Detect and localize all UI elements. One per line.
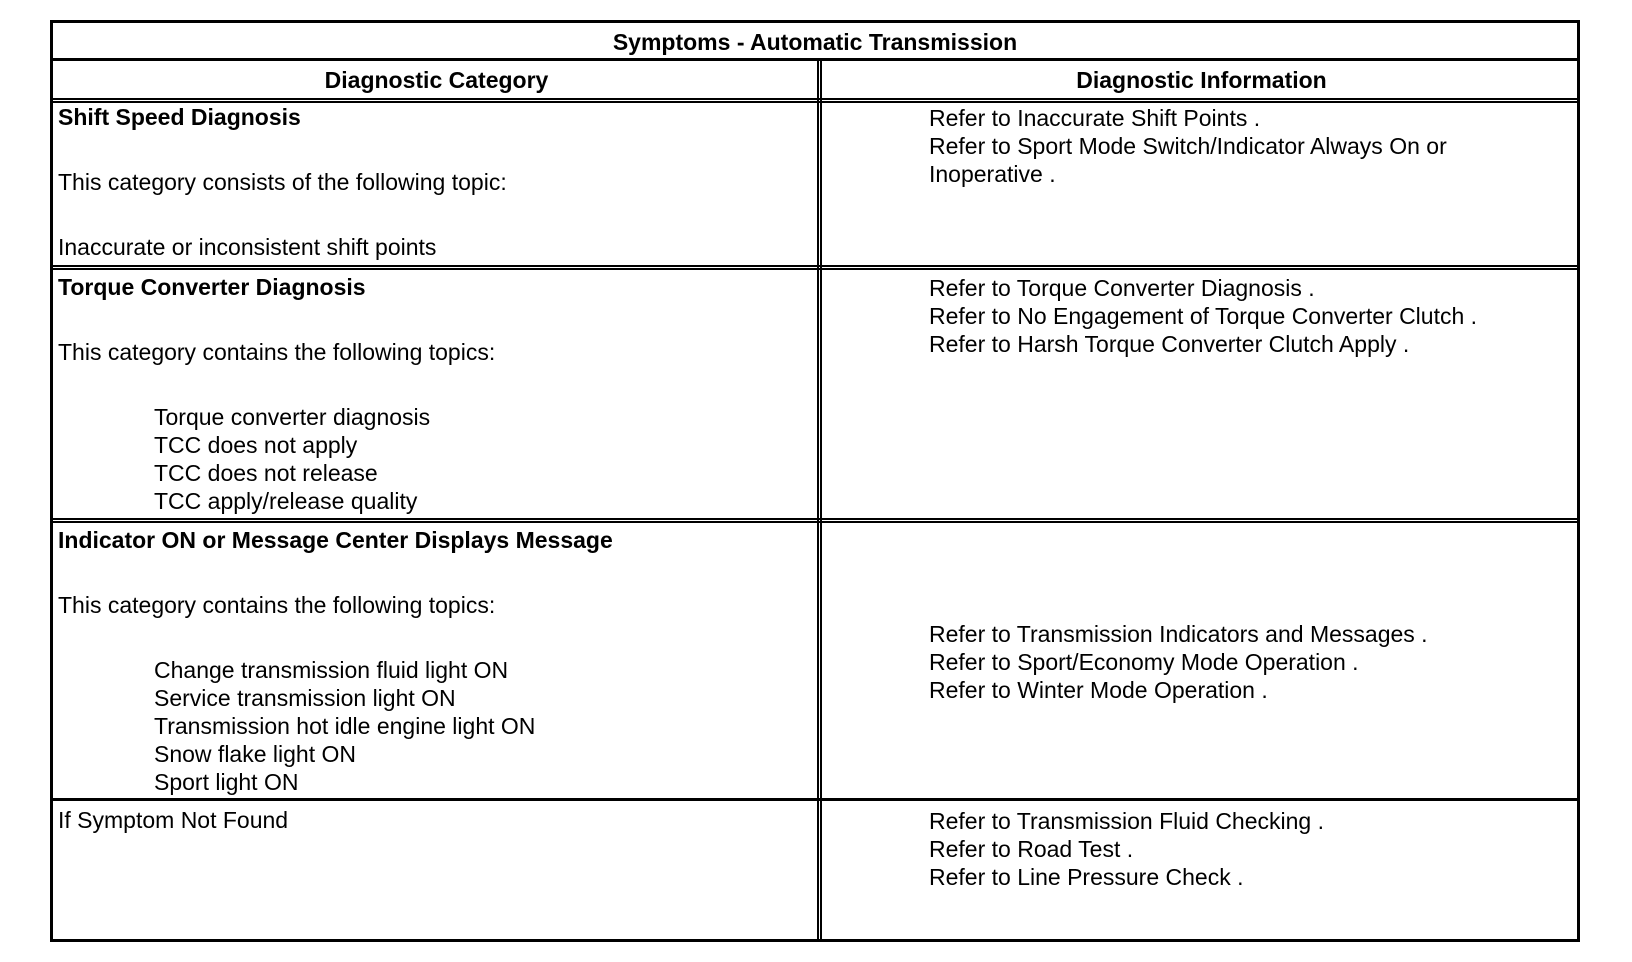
info-line: Refer to Sport/Economy Mode Operation . [929,649,1359,675]
info-line: Refer to Torque Converter Diagnosis . [929,275,1315,301]
symptoms-table [50,20,1580,942]
topic-item: Sport light ON [154,769,299,795]
header-diagnostic-category: Diagnostic Category [324,67,549,93]
info-line: Refer to Inaccurate Shift Points . [929,105,1261,131]
category-title: Indicator ON or Message Center Displays Message [58,527,613,553]
topic-item: Torque converter diagnosis [154,404,431,430]
row-torque-converter-category [58,273,808,515]
category-title: Torque Converter Diagnosis [58,274,366,300]
info-line: Refer to Transmission Fluid Checking . [929,808,1324,834]
row-divider [53,798,1577,801]
topic-item: Change transmission fluid light ON [154,657,509,683]
row-indicator-info [929,620,1569,704]
category-title: Shift Speed Diagnosis [58,104,301,130]
category-intro: This category contains the following topics: [58,592,496,618]
row-shift-speed-info [929,104,1569,188]
column-divider [817,61,822,942]
topic-item: Inaccurate or inconsistent shift points [58,234,437,260]
info-line: Refer to Transmission Indicators and Messages . [929,621,1428,647]
row-not-found-info [929,807,1569,891]
table-title: Symptoms - Automatic Transmission [53,23,1577,61]
info-line: Inoperative . [929,161,1056,187]
info-line: Refer to No Engagement of Torque Converter Clutch . [929,303,1478,329]
category-intro: This category contains the following topics: [58,339,496,365]
row-indicator-category [58,526,808,796]
row-not-found-category [58,806,808,834]
row-divider [53,518,1577,523]
info-line: Refer to Harsh Torque Converter Clutch Apply . [929,331,1410,357]
row-shift-speed-category [58,103,808,261]
topic-item: TCC does not release [154,460,378,486]
row-divider [53,265,1577,270]
topic-item: Transmission hot idle engine light ON [154,713,536,739]
category-plain: If Symptom Not Found [58,807,289,833]
topic-item: TCC does not apply [154,432,358,458]
info-line: Refer to Winter Mode Operation . [929,677,1268,703]
header-diagnostic-information: Diagnostic Information [1076,67,1327,93]
header-row [53,61,1577,103]
row-torque-converter-info [929,274,1569,358]
info-line: Refer to Sport Mode Switch/Indicator Always On or [929,133,1447,159]
category-intro: This category consists of the following topic: [58,169,507,195]
topic-item: Snow flake light ON [154,741,356,767]
topic-item: Service transmission light ON [154,685,456,711]
info-line: Refer to Line Pressure Check . [929,864,1244,890]
topic-item: TCC apply/release quality [154,488,418,514]
info-line: Refer to Road Test . [929,836,1134,862]
